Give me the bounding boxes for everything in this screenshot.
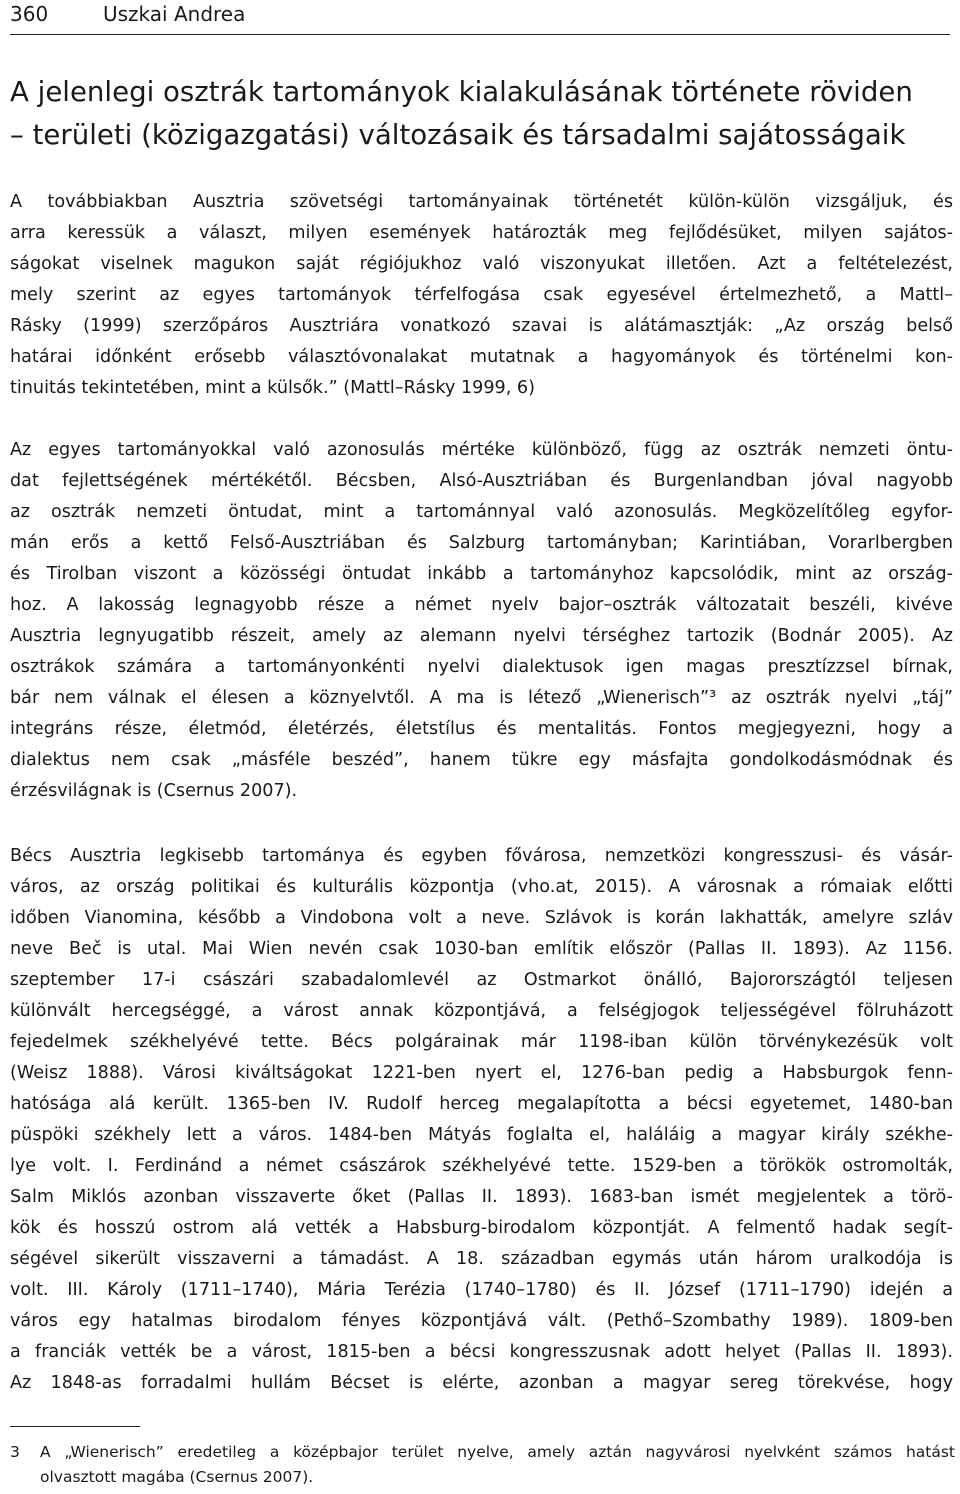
section-title-line: – területi (közigazgatási) változásaik és társadalmi sajátosságaik xyxy=(10,118,906,151)
text-line: püspöki székhely lett a város. 1484-ben Mátyás foglalta el, haláláig a magyar király székhe- xyxy=(10,1125,953,1145)
text-line: mán erős a kettő Felső-Ausztriában és Salzburg tartományban; Karintiában, Vorarlbergben xyxy=(10,533,953,553)
text-line: és Tirolban viszont a közösségi öntudat inkább a tartományhoz kapcsolódik, mint az ország- xyxy=(10,564,953,584)
text-line: arra keressük a választ, milyen események határozták meg fejlődésüket, milyen sajátos- xyxy=(10,223,953,243)
text-line: lye volt. I. Ferdinánd a német császárok székhelyévé tette. 1529-ben a törökök ostromolták, xyxy=(10,1156,953,1176)
text-line: bár nem válnak el élesen a köznyelvtől. A ma is létező „Wienerisch”³ az osztrák nyelvi „táj” xyxy=(10,688,953,708)
text-line: neve Beč is utal. Mai Wien nevén csak 1030-ban említik először (Pallas II. 1893). Az 1156. xyxy=(10,939,953,959)
paragraph-identity xyxy=(10,435,953,807)
text-line: A továbbiakban Ausztria szövetségi tartományainak történetét külön-külön vizsgáljuk, és xyxy=(10,192,953,212)
text-line: ságokat viselnek magukon saját régiójukhoz való viszonyukat illetően. Azt a feltételezést, xyxy=(10,254,953,274)
text-line: Salm Miklós azonban visszaverte őket (Pallas II. 1893). 1683-ban ismét megjelentek a törö- xyxy=(10,1187,953,1207)
section-title xyxy=(10,70,955,156)
running-header xyxy=(10,0,950,35)
text-line: osztrákok számára a tartományonkénti nyelvi dialektusok igen magas presztízzsel bírnak, xyxy=(10,657,953,677)
footnote-separator xyxy=(10,1426,140,1427)
text-line: város, az ország politikai és kulturális központja (vho.at, 2015). A városnak a rómaiak előtti xyxy=(10,877,953,897)
text-line: Rásky (1999) szerzőpáros Ausztriára vonatkozó szavai is alátámasztják: „Az ország belső xyxy=(10,316,953,336)
text-line: volt. III. Károly (1711–1740), Mária Terézia (1740–1780) és II. József (1711–1790) idején a xyxy=(10,1280,953,1300)
text-line: fejedelmek székhelyévé tette. Bécs polgárainak már 1198-iban külön törvénykezésük volt xyxy=(10,1032,953,1052)
text-line: érzésvilágnak is (Csernus 2007). xyxy=(10,781,298,801)
footnote-text xyxy=(40,1440,955,1490)
text-line: időben Vianomina, később a Vindobona volt a neve. Szlávok is korán lakhatták, amelyre szláv xyxy=(10,908,953,928)
text-line: a franciák vették be a várost, 1815-ben a bécsi kongresszusnak adott helyet (Pallas II. 1893). xyxy=(10,1342,953,1362)
text-line: integráns része, életmód, életérzés, életstílus és mentalitás. Fontos megjegyezni, hogy a xyxy=(10,719,953,739)
paragraph-vienna xyxy=(10,841,953,1399)
text-line: Bécs Ausztria legkisebb tartománya és egyben fővárosa, nemzetközi kongresszusi- és vásár- xyxy=(10,846,953,866)
text-line: határai időnként erősebb választóvonalakat mutatnak a hagyományok és történelmi kon- xyxy=(10,347,953,367)
text-line: hatósága alá került. 1365-ben IV. Rudolf herceg megalapította a bécsi egyetemet, 1480-ban xyxy=(10,1094,953,1114)
text-line: különvált hercegséggé, a várost annak központjává, a felségjogok teljességével fölruházott xyxy=(10,1001,953,1021)
text-line: Az 1848-as forradalmi hullám Bécset is elérte, azonban a magyar sereg törekvése, hogy xyxy=(10,1373,953,1393)
text-line: hoz. A lakosság legnagyobb része a német nyelv bajor–osztrák változatait beszéli, kivéve xyxy=(10,595,953,615)
text-line: dat fejlettségének mértékétől. Bécsben, Alsó-Ausztriában és Burgenlandban jóval nagyobb xyxy=(10,471,953,491)
text-line: város egy hatalmas birodalom fényes központjává vált. (Pethő–Szombathy 1989). 1809-ben xyxy=(10,1311,953,1331)
footnote-line: A „Wienerisch” eredetileg a középbajor terület nyelve, amely aztán nagyvárosi nyelvként számos hatást xyxy=(40,1443,955,1461)
text-line: (Weisz 1888). Városi kiváltságokat 1221-ben nyert el, 1276-ban pedig a Habsburgok fenn- xyxy=(10,1063,953,1083)
footnote-number: 3 xyxy=(10,1443,20,1461)
text-line: Az egyes tartományokkal való azonosulás mértéke különböző, függ az osztrák nemzeti öntu- xyxy=(10,440,953,460)
text-line: Ausztria legnyugatibb részeit, amely az alemann nyelvi térséghez tartozik (Bodnár 2005). Az xyxy=(10,626,953,646)
footnote-line: olvasztott magába (Csernus 2007). xyxy=(40,1468,314,1486)
paragraph-intro xyxy=(10,187,953,404)
page-number: 360 xyxy=(10,2,49,26)
section-title-line: A jelenlegi osztrák tartományok kialakulásának története röviden xyxy=(10,75,913,108)
text-line: mely szerint az egyes tartományok térfelfogása csak egyesével értelmezhető, a Mattl– xyxy=(10,285,953,305)
text-line: ségével sikerült visszaverni a támadást. A 18. században egymás után három uralkodója is xyxy=(10,1249,953,1269)
text-line: kök és hosszú ostrom alá vették a Habsburg-birodalom központját. A felmentő hadak segít- xyxy=(10,1218,953,1238)
running-head-author: Uszkai Andrea xyxy=(103,2,246,26)
text-line: szeptember 17-i császári szabadalomlevél az Ostmarkot önálló, Bajorországtól teljesen xyxy=(10,970,953,990)
text-line: dialektus nem csak „másféle beszéd”, hanem tükre egy másfajta gondolkodásmódnak és xyxy=(10,750,953,770)
text-line: tinuitás tekintetében, mint a külsők.” (Mattl–Rásky 1999, 6) xyxy=(10,378,535,398)
text-line: az osztrák nemzeti öntudat, mint a tartománnyal való azonosulás. Megközelítőleg egyfor- xyxy=(10,502,953,522)
